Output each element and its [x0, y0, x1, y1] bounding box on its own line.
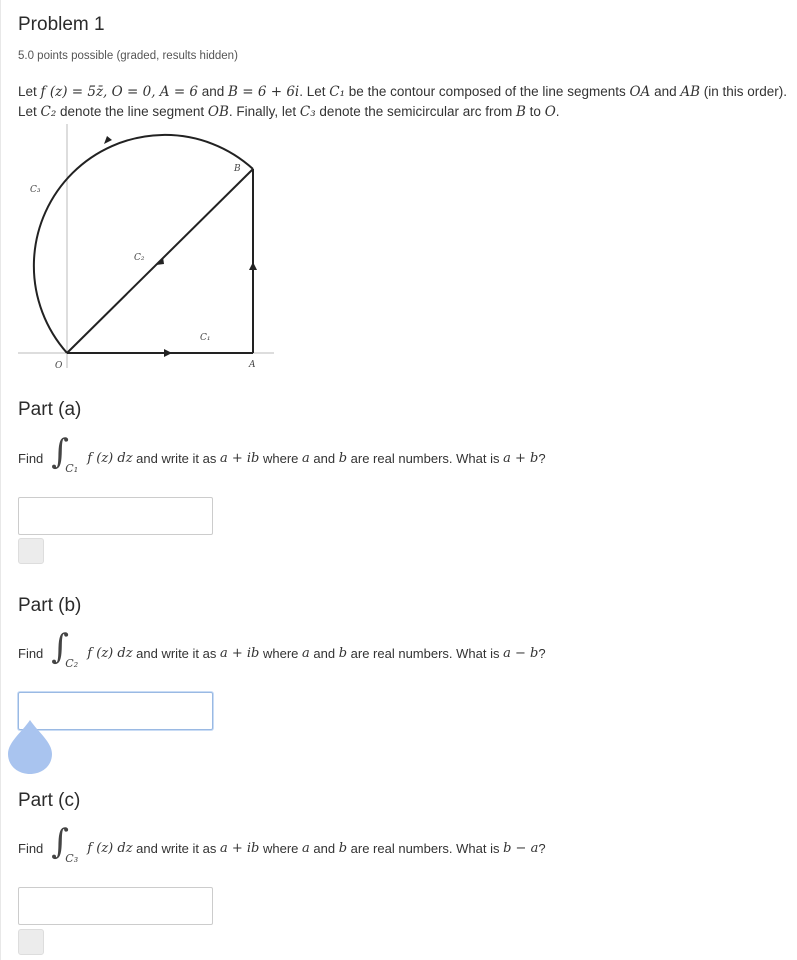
- question-text: ?: [538, 645, 546, 661]
- contour-diagram: [18, 122, 278, 374]
- integrand: f (z) dz: [87, 450, 133, 466]
- statement-text: (in this order). Let: [18, 84, 788, 119]
- statement-math: AB: [680, 84, 701, 100]
- part-b-title: Part (b): [18, 595, 82, 616]
- integral-subscript: C₁: [65, 462, 79, 475]
- statement-text: and: [650, 84, 681, 99]
- integral-sign: ∫ C₂: [51, 627, 79, 670]
- question-text: where: [259, 645, 303, 661]
- part-a-submit-button[interactable]: [18, 538, 44, 564]
- statement-math: OB: [207, 104, 229, 120]
- statement-text: Let: [18, 84, 41, 99]
- question-text: and: [309, 645, 339, 661]
- integrand: f (z) dz: [87, 645, 133, 661]
- statement-math: B = 6 + 6i: [228, 84, 300, 100]
- points-info: 5.0 points possible (graded, results hidden): [18, 50, 238, 62]
- question-text: ?: [538, 840, 546, 856]
- question-math: b: [338, 450, 348, 466]
- integral-sign: ∫ C₃: [51, 822, 79, 865]
- find-label: Find: [18, 840, 44, 856]
- label-b: B: [234, 164, 241, 174]
- statement-math: f (z) = 5z̄, O = 0, A = 6: [40, 84, 199, 100]
- label-c2: C₂: [134, 253, 145, 263]
- statement-math: B: [516, 104, 526, 120]
- part-c-answer-input[interactable]: [18, 887, 213, 925]
- problem-statement: [18, 82, 788, 122]
- question-math: b − a: [503, 840, 539, 856]
- label-o: O: [55, 361, 63, 371]
- question-math: b: [338, 840, 348, 856]
- statement-text: and: [198, 84, 229, 99]
- question-math: a + ib: [219, 645, 260, 661]
- statement-text: . Finally, let: [228, 104, 300, 119]
- statement-text: denote the line segment: [56, 104, 208, 119]
- part-c-title: Part (c): [18, 790, 81, 811]
- problem-title: Problem 1: [18, 14, 105, 35]
- label-c3: C₃: [30, 185, 41, 195]
- question-math: a: [302, 645, 310, 661]
- statement-text: denote the semicircular arc from: [315, 104, 516, 119]
- question-text: where: [259, 840, 303, 856]
- statement-math: C₃: [299, 104, 316, 120]
- statement-text: . Let: [299, 84, 330, 99]
- part-a-answer-input[interactable]: [18, 497, 213, 535]
- arrow-ob: [156, 257, 164, 265]
- part-c-question: [18, 822, 546, 870]
- part-a-title: Part (a): [18, 399, 82, 420]
- question-math: a: [302, 450, 310, 466]
- touch-cursor-icon: [8, 718, 52, 774]
- arrow-oa: [164, 349, 172, 357]
- label-c1: C₁: [200, 333, 211, 343]
- statement-text: be the contour composed of the line segments: [345, 84, 630, 99]
- question-text: and write it as: [132, 645, 220, 661]
- question-math: a + ib: [219, 450, 260, 466]
- question-math: a: [302, 840, 310, 856]
- arrow-ab: [249, 262, 257, 270]
- statement-text: .: [555, 104, 560, 119]
- statement-math: C₂: [40, 104, 57, 120]
- question-text: and: [309, 450, 339, 466]
- question-text: are real numbers. What is: [347, 840, 504, 856]
- integral-subscript: C₂: [65, 657, 79, 670]
- label-a: A: [249, 360, 256, 370]
- question-text: and: [309, 840, 339, 856]
- statement-math: C₁: [329, 84, 346, 100]
- question-text: where: [259, 450, 303, 466]
- question-text: and write it as: [132, 450, 220, 466]
- statement-math: O: [544, 104, 556, 120]
- part-b-question: [18, 627, 546, 675]
- find-label: Find: [18, 645, 44, 661]
- question-text: are real numbers. What is: [347, 645, 504, 661]
- integrand: f (z) dz: [87, 840, 133, 856]
- question-text: ?: [538, 450, 546, 466]
- integral-sign: ∫ C₁: [51, 432, 79, 475]
- question-math: a + b: [503, 450, 539, 466]
- part-c-submit-button[interactable]: [18, 929, 44, 955]
- statement-math: OA: [629, 84, 651, 100]
- question-math: a − b: [503, 645, 539, 661]
- part-a-question: [18, 432, 546, 480]
- question-math: b: [338, 645, 348, 661]
- find-label: Find: [18, 450, 44, 466]
- question-text: and write it as: [132, 840, 220, 856]
- arrow-arc: [104, 136, 112, 144]
- statement-text: to: [525, 104, 545, 119]
- question-text: are real numbers. What is: [347, 450, 504, 466]
- integral-subscript: C₃: [65, 852, 79, 865]
- question-math: a + ib: [219, 840, 260, 856]
